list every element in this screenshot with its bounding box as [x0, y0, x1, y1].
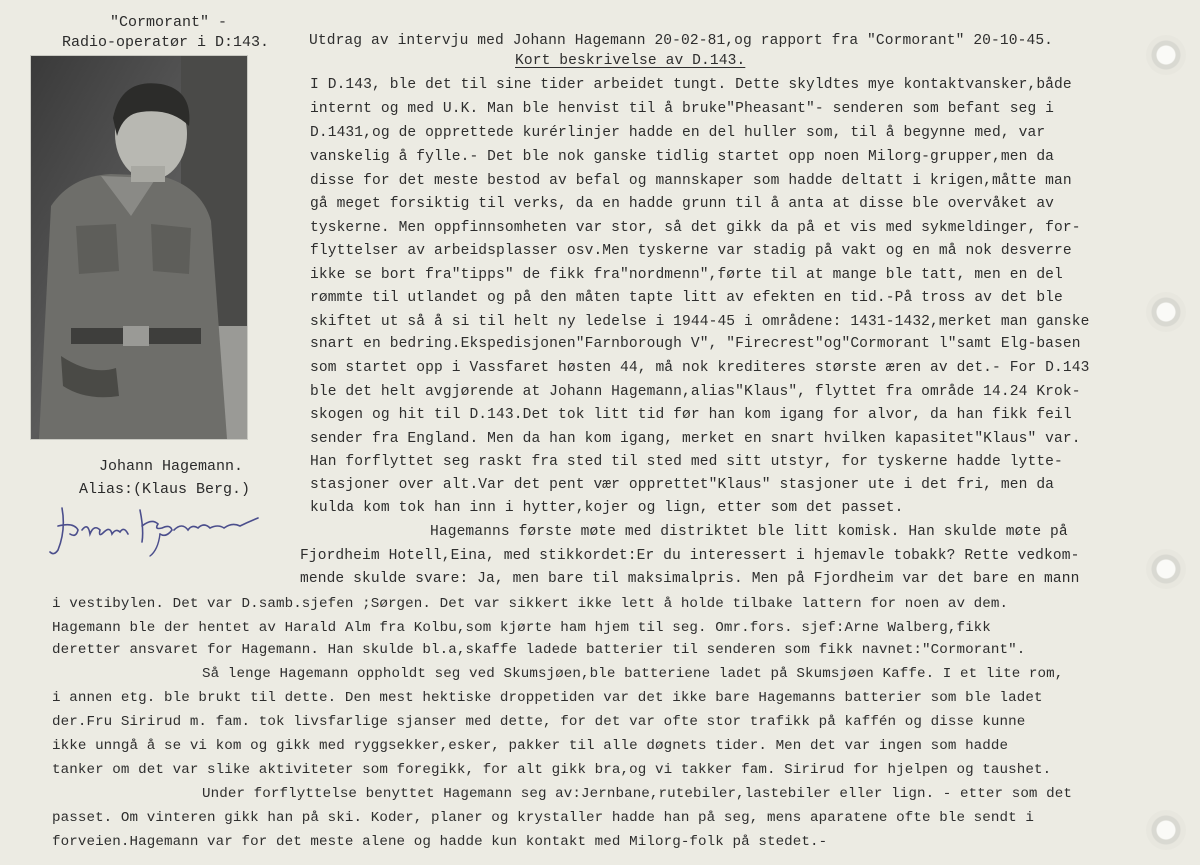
binder-hole-lower-middle — [1146, 549, 1186, 589]
body-line: som startet opp i Vassfaret høsten 44, må nok krediteres største æren av det.- For D.143 — [310, 360, 1090, 376]
body-line: D.1431,og de opprettede kurérlinjer hadde en del huller som, til å begynne med, var — [310, 125, 1046, 141]
body-line: flyttelser av arbeidsplasser osv.Men tyskerne var stadig på vakt og en må nok desverre — [310, 243, 1072, 259]
body-line: forveien.Hagemann var for det meste alene og hadde kun kontakt med Milorg-folk på stedet.- — [52, 834, 828, 850]
body-line: I D.143, ble det til sine tider arbeidet tungt. Dette skyldtes mye kontaktvansker,både — [310, 77, 1072, 93]
photo-caption-codename: "Cormorant" - — [110, 14, 228, 31]
body-line: gå meget forsiktig til verks, da en hadde grunn til å anta at disse ble overvåket av — [310, 196, 1055, 212]
body-line: der.Fru Sirirud m. fam. tok livsfarlige sjanser med dette, for det var ofte stor trafikk på kaffén og disse kunne — [52, 714, 1026, 730]
binder-hole-top — [1146, 35, 1186, 75]
photo-caption-alias: Alias:(Klaus Berg.) — [79, 481, 251, 498]
binder-hole-upper-middle — [1146, 292, 1186, 332]
body-line: skiftet ut så å si til helt ny ledelse i 1944-45 i områdene: 1431-1432,merket man ganske — [310, 314, 1090, 330]
body-line: tanker om det var slike aktiviteter som foregikk, for alt gikk bra,og vi takker fam. Sirirud for hjelpen og taushet. — [52, 762, 1052, 778]
body-line: Han forflyttet seg raskt fra sted til sted med sitt utstyr, for tyskerne hadde lytte- — [310, 454, 1063, 470]
body-line: tyskerne. Men oppfinnsomheten var stor, så det gikk da på et vis med sykmeldinger, for- — [310, 220, 1081, 236]
body-line: snart en bedring.Ekspedisjonen"Farnborough V", "Firecrest"og"Cormorant l"samt Elg-basen — [310, 336, 1081, 352]
photo-caption-role: Radio-operatør i D:143. — [62, 34, 270, 51]
body-line: vanskelig å fylle.- Det ble nok ganske tidlig startet opp noen Milorg-grupper,men da — [310, 149, 1055, 165]
body-line: ikke unngå å se vi kom og gikk med ryggsekker,esker, pakker til alle døgnets tider. Men det var ingen som hadde — [52, 738, 1009, 754]
document-intro: Utdrag av intervju med Johann Hagemann 20-02-81,og rapport fra "Cormorant" 20-10-45. — [309, 33, 1054, 49]
body-line: i vestibylen. Det var D.samb.sjefen ;Sørgen. Det var sikkert ikke lett å holde tilbake lattern for noen av dem. — [52, 596, 1009, 612]
body-line: i annen etg. ble brukt til dette. Den mest hektiske droppetiden var det ikke bare Hagemanns batterier som ble ladet — [52, 690, 1043, 706]
photo-caption-name: Johann Hagemann. — [99, 458, 244, 475]
body-line: Hagemann ble der hentet av Harald Alm fra Kolbu,som kjørte ham hjem til seg. Omr.fors. sjef:Arne Walberg,fikk — [52, 620, 991, 636]
body-line: ikke se bort fra"tipps" de fikk fra"nordmenn",førte til at mange ble tatt, men en del — [310, 267, 1063, 283]
portrait-photo-image — [31, 56, 247, 439]
body-line: disse for det meste bestod av befal og mannskaper som hadde deltatt i krigen,måtte man — [310, 173, 1072, 189]
body-line: ble det helt avgjørende at Johann Hagemann,alias"Klaus", flyttet fra område 14.24 Krok- — [310, 384, 1081, 400]
body-line: deretter ansvaret for Hagemann. Han skulde bl.a,skaffe ladede batterier til senderen som fikk navnet:"Cormorant". — [52, 642, 1026, 658]
handwritten-signature — [48, 500, 268, 560]
body-line: skogen og hit til D.143.Det tok litt tid før han kom igang for alvor, da han fikk feil — [310, 407, 1072, 423]
portrait-photo — [31, 56, 247, 439]
body-line: Fjordheim Hotell,Eina, med stikkordet:Er du interessert i hjemavle tobakk? Rette vedkom- — [300, 548, 1080, 564]
body-line: sender fra England. Men da han kom igang, merket en snart hvilken kapasitet"Klaus" var. — [310, 431, 1081, 447]
document-subtitle: Kort beskrivelse av D.143. — [515, 53, 746, 69]
binder-hole-bottom — [1146, 810, 1186, 850]
body-line: Under forflyttelse benyttet Hagemann seg av:Jernbane,rutebiler,lastebiler eller lign. - etter som det — [202, 786, 1073, 802]
body-line: Så lenge Hagemann oppholdt seg ved Skumsjøen,ble batteriene ladet på Skumsjøen Kaffe. I et lite rom, — [202, 666, 1064, 682]
body-line: Hagemanns første møte med distriktet ble litt komisk. Han skulde møte på — [430, 524, 1068, 540]
body-line: mende skulde svare: Ja, men bare til maksimalpris. Men på Fjordheim var det bare en mann — [300, 571, 1080, 587]
body-line: stasjoner over alt.Var det pent vær opprettet"Klaus" stasjoner ute i det fri, men da — [310, 477, 1055, 493]
body-line: rømmte til utlandet og på den måten tapte litt av efekten en tid.-På tross av det ble — [310, 290, 1063, 306]
body-line: kulda kom tok han inn i hytter,kojer og lign, etter som det passet. — [310, 500, 904, 516]
body-line: passet. Om vinteren gikk han på ski. Koder, planer og krystaller hadde han på seg, mens aparatene ofte ble sendt i — [52, 810, 1034, 826]
body-line: internt og med U.K. Man ble henvist til å bruke"Pheasant"- senderen som befant seg i — [310, 101, 1055, 117]
